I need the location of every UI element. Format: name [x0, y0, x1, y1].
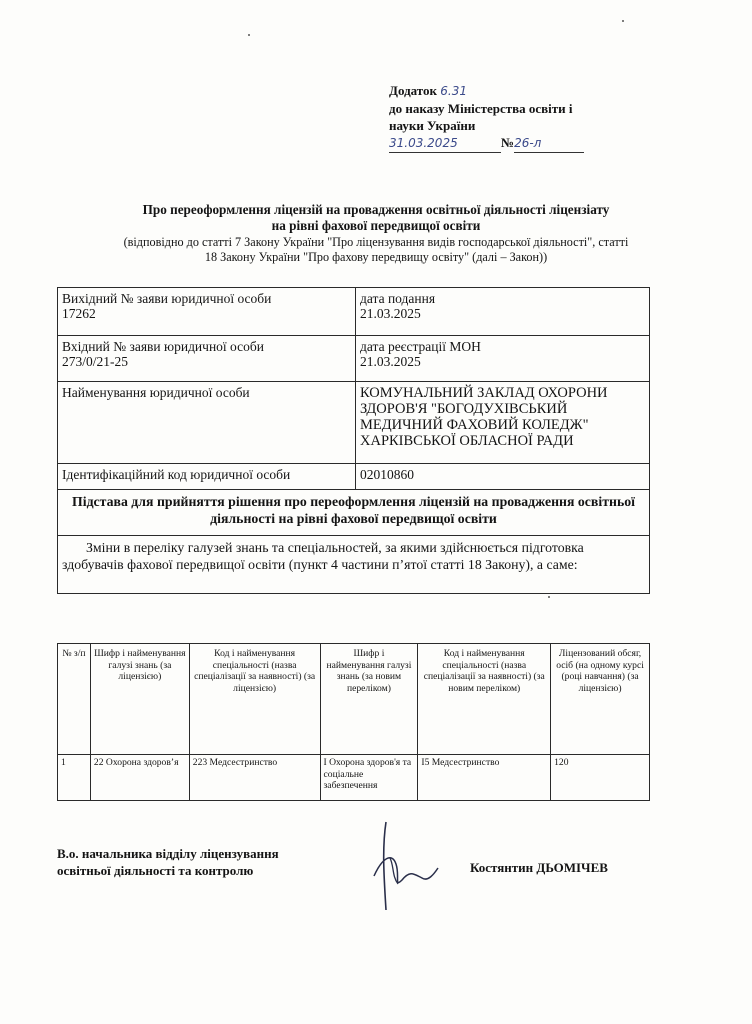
outgoing-number-label: Вихідний № заяви юридичної особи — [62, 291, 272, 306]
annex-line-2: до наказу Міністерства освіти і — [389, 101, 573, 116]
table-row — [58, 490, 650, 536]
incoming-number-value: 273/0/21-25 — [62, 354, 128, 369]
annex-order-line — [389, 134, 584, 153]
cell-volume: 120 — [551, 755, 650, 801]
basis-text: Зміни в переліку галузей знань та спеціальностей, за якими здійснюється підготовка здобувачів фахової передвищої освіти (пункт 4 частини п’ятої статті 18 Закону), а саме: — [58, 536, 650, 594]
entity-name-label-cell: Найменування юридичної особи — [58, 382, 356, 464]
signatory-position-line-2: освітньої діяльності та контролю — [57, 863, 254, 878]
outgoing-number-cell — [58, 288, 356, 336]
scan-speck — [548, 596, 550, 598]
annex-label: Додаток — [389, 83, 438, 98]
table-row — [58, 755, 650, 801]
handwritten-signature — [372, 818, 452, 914]
order-no-label: № — [501, 135, 515, 150]
registration-date-value: 21.03.2025 — [360, 354, 421, 369]
table-row — [58, 536, 650, 594]
cell-field-new: I Охорона здоров'я та соціальне забезпечення — [320, 755, 418, 801]
submission-date-cell — [356, 288, 650, 336]
basis-heading: Підстава для прийняття рішення про переоформлення ліцензій на провадження освітньої діяльності на рівні фахової передвищої освіти — [58, 490, 650, 536]
table-row — [58, 464, 650, 490]
annex-number-handwritten: 6.31 — [440, 84, 467, 98]
col-header-field-old: Шифр і найменування галузі знань (за ліцензією) — [90, 644, 189, 755]
cell-field-old: 22 Охорона здоров’я — [90, 755, 189, 801]
scan-speck — [622, 20, 624, 22]
document-title — [40, 202, 712, 234]
signatory-name: Костянтин ДЬОМІЧЕВ — [470, 860, 608, 875]
table-row — [58, 288, 650, 336]
specialty-table-header — [58, 644, 650, 755]
outgoing-number-value: 17262 — [62, 306, 96, 321]
entity-name-value-cell: КОМУНАЛЬНИЙ ЗАКЛАД ОХОРОНИ ЗДОРОВ'Я "БОГОДУХІВСЬКИЙ МЕДИЧНИЙ ФАХОВИЙ КОЛЕДЖ" ХАРКІВСЬКОЇ ОБЛАСНОЇ РАДИ — [356, 382, 650, 464]
col-header-volume: Ліцензований обсяг, осіб (на одному курсі (році навчання) (за ліцензією) — [551, 644, 650, 755]
cell-specialty-new: I5 Медсестринство — [418, 755, 551, 801]
annex-line-1 — [389, 82, 689, 100]
licensee-info-table — [57, 287, 650, 594]
scan-speck — [248, 34, 250, 36]
col-header-specialty-old: Код і найменування спеціальності (назва спеціалізації за наявності) (за ліцензією) — [189, 644, 320, 755]
registration-date-cell — [356, 336, 650, 382]
signatory-position — [57, 845, 357, 879]
cell-specialty-old: 223 Медсестринство — [189, 755, 320, 801]
incoming-number-cell — [58, 336, 356, 382]
order-date-handwritten: 31.03.2025 — [389, 135, 501, 153]
table-row — [58, 382, 650, 464]
document-subtitle — [40, 235, 712, 265]
entity-code-value-cell: 02010860 — [356, 464, 650, 490]
title-line-2: на рівні фахової передвищої освіти — [271, 218, 481, 233]
specialty-table — [57, 643, 650, 801]
signatory-position-line-1: В.о. начальника відділу ліцензування — [57, 846, 279, 861]
subtitle-line-2: 18 Закону України "Про фахову передвищу освіту" (далі – Закон)) — [204, 250, 548, 264]
table-row — [58, 336, 650, 382]
col-header-specialty-new: Код і найменування спеціальності (назва спеціалізації за наявності) (за новим переліком) — [418, 644, 551, 755]
submission-date-label: дата подання — [360, 291, 436, 306]
annex-header — [389, 82, 689, 153]
order-number-handwritten: 26-л — [514, 135, 584, 153]
col-header-field-new: Шифр і найменування галузі знань (за новим переліком) — [320, 644, 418, 755]
submission-date-value: 21.03.2025 — [360, 306, 421, 321]
col-header-number: № з/п — [58, 644, 91, 755]
subtitle-line-1: (відповідно до статті 7 Закону України "Про ліцензування видів господарської діяльності", статті — [123, 235, 629, 249]
cell-number: 1 — [58, 755, 91, 801]
title-line-1: Про переоформлення ліцензій на провадження освітньої діяльності ліцензіату — [142, 202, 610, 217]
incoming-number-label: Вхідний № заяви юридичної особи — [62, 339, 264, 354]
registration-date-label: дата реєстрації МОН — [360, 339, 481, 354]
annex-line-3: науки України — [389, 118, 476, 133]
entity-code-label-cell: Ідентифікаційний код юридичної особи — [58, 464, 356, 490]
